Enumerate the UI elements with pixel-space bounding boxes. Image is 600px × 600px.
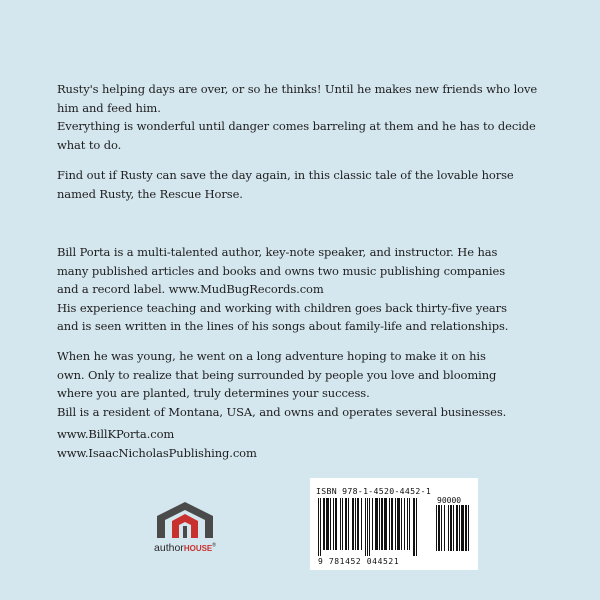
barcode-bar xyxy=(369,498,370,556)
barcode-bar xyxy=(342,498,343,550)
barcode-bar xyxy=(407,498,408,550)
addon-number: 90000 xyxy=(437,496,462,505)
bio-line: His experience teaching and working with children goes back thirty-five years xyxy=(57,300,507,315)
barcode-bar xyxy=(379,498,380,550)
blurb-line: what to do. xyxy=(57,137,122,152)
barcode-bar xyxy=(318,498,319,556)
barcode-bar xyxy=(413,498,415,556)
barcode-bar xyxy=(409,498,410,550)
barcode-bar xyxy=(459,505,460,551)
website-links xyxy=(57,425,552,462)
barcode-bar xyxy=(461,505,464,551)
barcode-bar xyxy=(448,505,449,551)
barcode-bar xyxy=(357,498,359,550)
barcode-bar xyxy=(416,498,417,556)
ean-number: 9 781452 044521 xyxy=(318,557,400,566)
blurb-line: him and feed him. xyxy=(57,100,161,115)
barcode-bar xyxy=(340,498,341,550)
barcode-bar xyxy=(367,498,368,556)
author-bio-paragraph-1 xyxy=(57,243,552,336)
barcode-bar xyxy=(391,498,393,550)
barcode-bar xyxy=(348,498,349,550)
barcode-bar xyxy=(352,498,354,550)
barcode-bar xyxy=(401,498,402,550)
ean-barcode-bars xyxy=(318,498,432,558)
barcode-bar xyxy=(444,505,445,551)
publisher-logo xyxy=(130,500,240,560)
bio-line: many published articles and books and owns two music publishing companies xyxy=(57,263,506,278)
barcode-bar xyxy=(465,505,467,551)
barcode-bar xyxy=(468,505,469,551)
addon-barcode-bars xyxy=(436,505,474,557)
barcode-bar xyxy=(456,505,458,551)
barcode-bar xyxy=(372,498,373,550)
trademark-symbol: ® xyxy=(212,542,216,549)
barcode-bar xyxy=(330,498,331,550)
publisher-name-part1: author xyxy=(154,542,184,554)
barcode-bar xyxy=(438,505,440,551)
website-link[interactable]: www.BillKPorta.com xyxy=(57,427,175,441)
bio-line: and is seen written in the lines of his songs about family-life and relationships. xyxy=(57,319,509,333)
isbn-barcode xyxy=(310,478,478,570)
barcode-bar xyxy=(384,498,387,550)
barcode-bar xyxy=(326,498,329,550)
blurb-paragraph-1 xyxy=(57,80,552,154)
blurb-line: named Rusty, the Rescue Horse. xyxy=(57,186,243,201)
isbn-label: ISBN 978-1-4520-4452-1 xyxy=(316,486,432,496)
publisher-name xyxy=(130,542,240,554)
publisher-name-part2: HOUSE xyxy=(183,544,213,553)
barcode-bar xyxy=(453,505,454,551)
barcode-bar xyxy=(450,505,452,551)
author-bio-paragraph-2 xyxy=(57,347,552,421)
barcode-bar xyxy=(441,505,442,551)
barcode-bar xyxy=(436,505,437,551)
barcode-bar xyxy=(375,498,378,550)
barcode-bar xyxy=(381,498,383,550)
barcode-bar xyxy=(404,498,405,550)
barcode-bar xyxy=(361,498,362,550)
barcode-bar xyxy=(345,498,347,550)
blurb-line: Rusty's helping days are over, or so he thinks! Until he makes new friends who love xyxy=(57,82,538,96)
bio-line: Bill Porta is a multi-talented author, key-note speaker, and instructor. He has xyxy=(57,245,498,259)
barcode-bar xyxy=(335,498,337,550)
bio-line: where you are planted, truly determines your success. xyxy=(57,386,370,400)
bio-line: Bill is a resident of Montana, USA, and owns and operates several businesses. xyxy=(57,404,507,419)
barcode-bar xyxy=(395,498,396,550)
barcode-bar xyxy=(355,498,356,550)
barcode-bar xyxy=(397,498,400,550)
bio-line: own. Only to realize that being surrounded by people you love and blooming xyxy=(57,367,497,382)
website-link[interactable]: www.IsaacNicholasPublishing.com xyxy=(57,445,257,460)
blurb-paragraph-2 xyxy=(57,166,552,203)
barcode-bar xyxy=(320,498,321,556)
barcode-bar xyxy=(389,498,390,550)
barcode-bar xyxy=(323,498,325,550)
bio-line: When he was young, he went on a long adventure hoping to make it on his xyxy=(57,349,486,363)
bio-line: and a record label. www.MudBugRecords.com xyxy=(57,282,324,296)
blurb-line: Find out if Rusty can save the day again, in this classic tale of the lovable horse xyxy=(57,168,514,182)
barcode-bar xyxy=(333,498,334,550)
house-logo-icon xyxy=(141,500,229,542)
blurb-line: Everything is wonderful until danger comes barreling at them and he has to decide xyxy=(57,119,536,133)
barcode-bar xyxy=(365,498,366,556)
